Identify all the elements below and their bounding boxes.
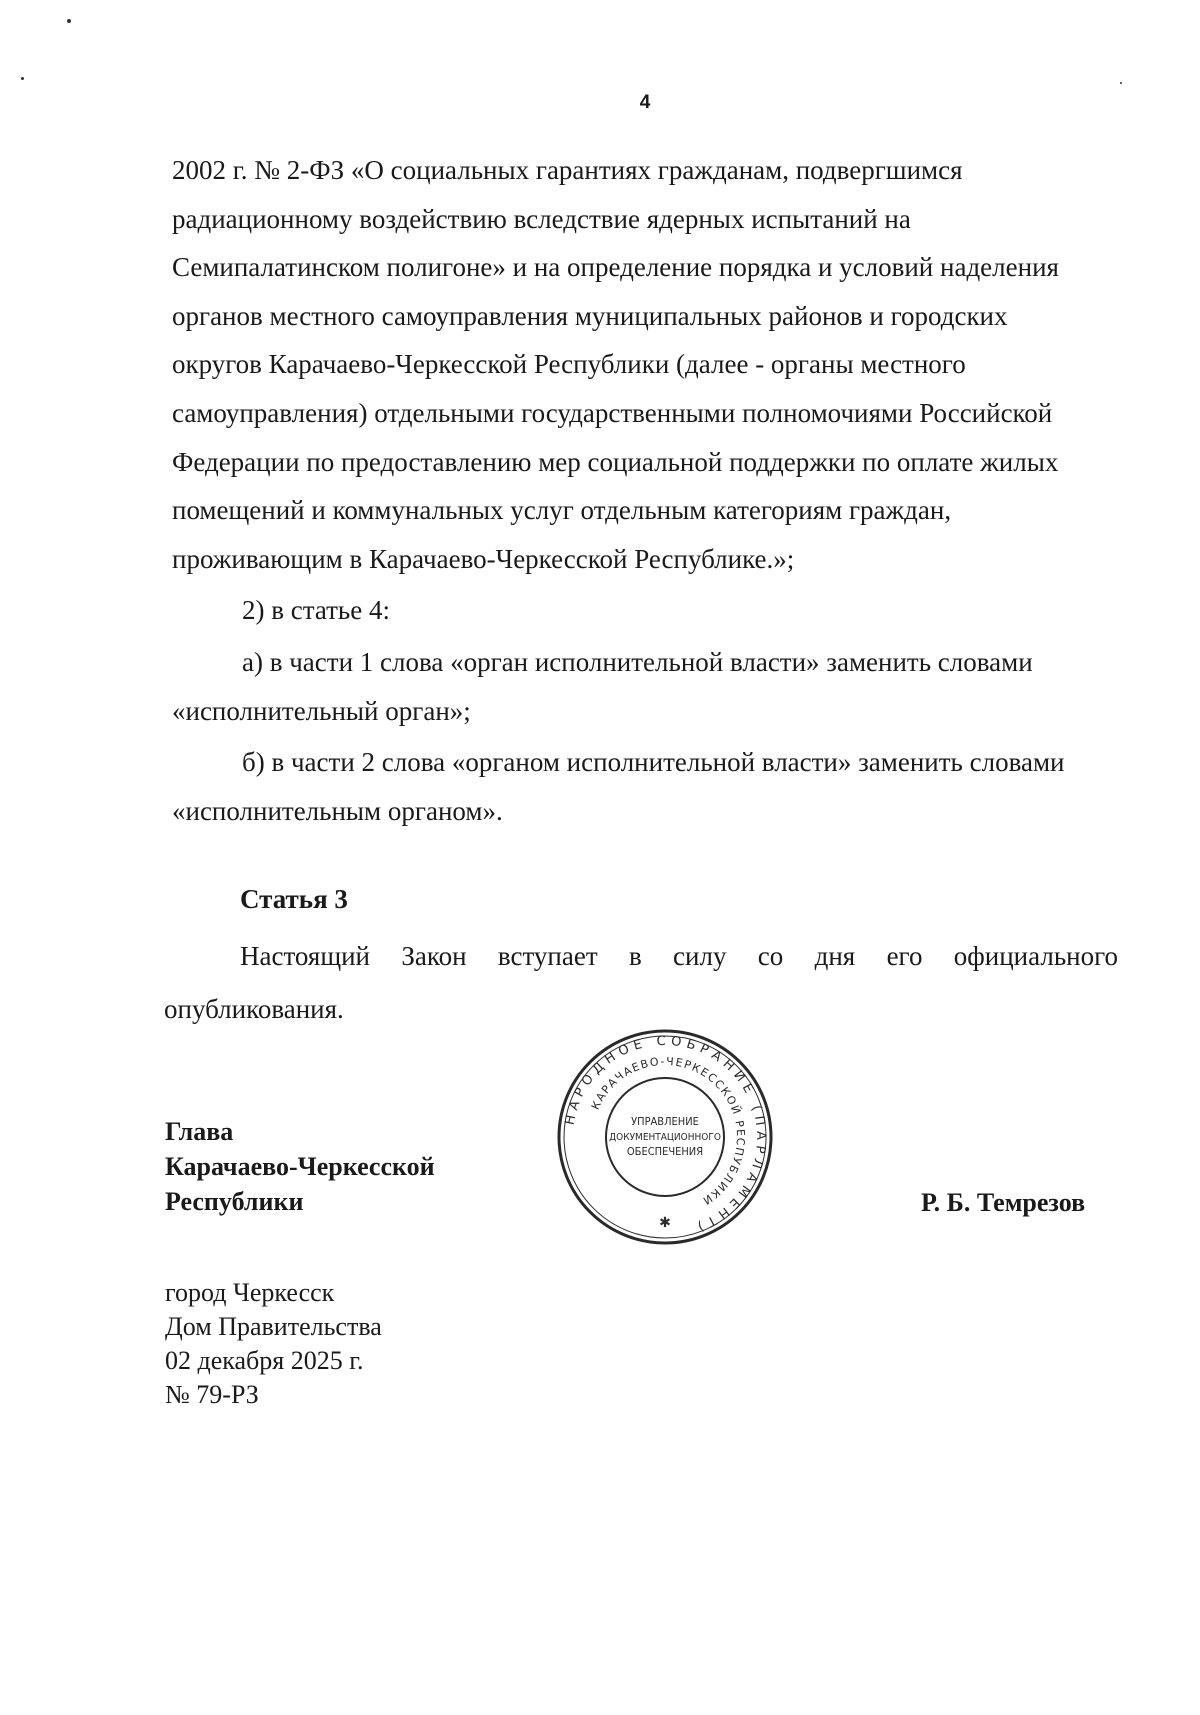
amendment-item-2a: а) в части 1 слова «орган исполнительной власти» заменить словами	[242, 646, 1033, 677]
signatory-title-line: Республики	[165, 1187, 304, 1216]
amendment-item-2a-continued: «исполнительный орган»;	[172, 695, 471, 726]
scan-speck	[21, 77, 24, 80]
stamp-center-line-2: ДОКУМЕНТАЦИОННОГО	[609, 1132, 721, 1143]
amendment-item-2b-continued: «исполнительным органом».	[172, 795, 503, 826]
text-line: округов Карачаево-Черкесской Республики (далее - органы местного	[172, 349, 966, 380]
stamp-outer-text: НАРОДНОЕ СОБРАНИЕ (ПАРЛАМЕНТ)	[562, 1033, 769, 1236]
article-3-line-1: Настоящий Закон вступает в силу со дня его официального	[240, 941, 1118, 971]
stamp-center-line-3: ОБЕСПЕЧЕНИЯ	[626, 1145, 704, 1158]
signatory-title-line: Глава	[165, 1117, 234, 1146]
place-and-date	[165, 1276, 382, 1412]
text-line: радиационному воздействию вследствие ядерных испытаний на	[172, 203, 911, 234]
official-seal-stamp	[555, 1027, 775, 1247]
article-3-line-2: опубликования.	[164, 994, 344, 1024]
amendment-item-2b: б) в части 2 слова «органом исполнительной власти» заменить словами	[242, 747, 1065, 778]
date: 02 декабря 2025 г.	[165, 1346, 364, 1375]
text-line: помещений и коммунальных услуг отдельным категориям граждан,	[172, 495, 952, 526]
text-line: органов местного самоуправления муниципальных районов и городских	[172, 300, 1008, 331]
law-number: № 79-РЗ	[165, 1380, 259, 1409]
signatory-title-line: Карачаево-Черкесской	[165, 1152, 435, 1181]
stamp-inner-ring-text: КАРАЧАЕВО-ЧЕРКЕССКОЙ РЕСПУБЛИКИ	[588, 1054, 748, 1208]
signatory-name: Р. Б. Темрезов	[921, 1188, 1086, 1217]
text-line: Семипалатинском полигоне» и на определение порядка и условий наделения	[172, 252, 1059, 283]
stamp-star-icon: ✱	[659, 1215, 671, 1231]
text-line: 2002 г. № 2-ФЗ «О социальных гарантиях гражданам, подвергшимся	[172, 155, 963, 185]
stamp-center-line-1: УПРАВЛЕНИЕ	[631, 1115, 699, 1128]
page-number: 4	[639, 92, 651, 113]
amendment-item-2: 2) в статье 4:	[242, 595, 390, 626]
city: город Черкесск	[165, 1278, 335, 1307]
scan-speck	[1120, 82, 1122, 84]
text-line: самоуправления) отдельными государственными полномочиями Российской	[172, 397, 1053, 428]
article-3-text	[164, 930, 1118, 1036]
signatory-title	[165, 1114, 435, 1219]
text-line: проживающим в Карачаево-Черкесской Республике.»;	[172, 543, 795, 574]
law-body-text	[172, 146, 1118, 835]
article-3-heading: Статья 3	[240, 884, 348, 914]
text-line: Федерации по предоставлению мер социальной поддержки по оплате жилых	[172, 446, 1059, 477]
building: Дом Правительства	[165, 1312, 382, 1341]
scan-speck	[67, 19, 71, 23]
